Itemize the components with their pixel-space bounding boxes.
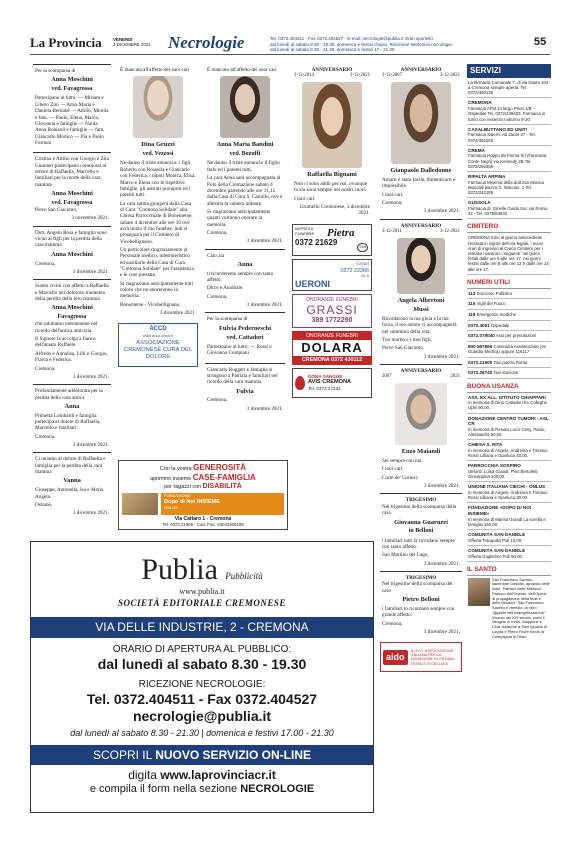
notice-text: i familiari lo ricordano sempre con grande affetto.: [382, 605, 455, 619]
generosita-ad: [118, 460, 288, 530]
column-2: [118, 64, 198, 370]
sidebar-item: [467, 125, 551, 146]
notice-intro: Ciao zia: [207, 252, 225, 259]
gen-big: GENEROSITÀ: [193, 463, 247, 472]
notice-text: Partecipano al lutto: — Rossi e Giovanna Compiani: [207, 343, 272, 357]
page-number: 55: [534, 36, 547, 48]
gen-bottom: [122, 493, 284, 515]
notice-place: Corte de' Cortesi,: [382, 474, 419, 481]
gen-fond2: Dopo di Noi INSIEME: [164, 498, 220, 505]
publia-sub: Pubblicità: [225, 571, 263, 581]
sidebar-section-title: BUONA USANZA: [467, 383, 551, 393]
online-line3-pre: e compila il form nella sezione: [89, 782, 238, 795]
deceased-name: Fulvia Pederneschi: [218, 324, 271, 332]
donation-heading: FONDAZIONE «DOPO DI NOI INSIEME»: [468, 505, 532, 517]
deceased-name: Raffaella Bignami: [307, 171, 357, 179]
anniversary-notice: [380, 219, 462, 364]
sidebar-section-title: NUMERI UTILI: [467, 279, 551, 289]
portrait-photo: [397, 238, 445, 294]
deceased-name: Anna Maria Bandini: [216, 141, 274, 149]
useful-number-value: 0372.4051: [468, 322, 490, 328]
notice-signature: I tuoi cari.: [294, 195, 316, 202]
notice-date: 3 dicembre 2021.: [72, 442, 109, 449]
anniversary-notice: [380, 364, 462, 493]
deceased-name: Angela Albertoni: [397, 296, 445, 304]
useful-number-label: Taxi stazione: [493, 370, 519, 376]
gen-photo: [122, 493, 158, 515]
portrait-photo: [395, 383, 447, 445]
dolara-tel: CREMONA 0372 430112: [293, 356, 371, 365]
publia-ad: [30, 541, 374, 813]
notice-place: Cremona,: [35, 433, 56, 440]
notice-date: 3 dicembre 2021.: [246, 405, 283, 412]
sidebar-item-text: Farmacia Salerni via Jacini 27 - Tel. 0374/362183: [468, 132, 536, 143]
notice-intro: È mancato all'affetto dei suoi cari: [207, 67, 277, 73]
anniversary-dates: [294, 73, 370, 79]
notice-place: Grumello Cremonese,: [299, 204, 346, 211]
sidebar-item-heading: RIPALTA ARPINA: [468, 174, 506, 180]
donation-text: Offerta Guglielmo Poli 50,00.: [468, 553, 524, 559]
notice-date: 3 dicembre 2021.: [72, 510, 109, 517]
notice-text: Giancarlo Ruggeri e famiglia si stringono a Patrizia e familiari nel ricordo della cara mamma: [207, 366, 278, 386]
notice-place: Cremona,: [207, 293, 228, 300]
notice-place: Cremona,: [382, 200, 403, 207]
publia-email[interactable]: necrologie@publia.it: [132, 708, 272, 725]
online-section: NECROLOGIE: [240, 782, 315, 795]
grassi-tel: 389 1772290: [311, 317, 353, 325]
portrait-photo: [302, 82, 362, 168]
notice-place: Ostiano,: [35, 501, 53, 508]
obituary-notice: [33, 452, 111, 520]
online-pre: SCOPRI IL: [92, 747, 152, 762]
notice-date: 3 dicembre 2021.: [246, 302, 283, 309]
obituary-notice: [205, 249, 285, 313]
gen-fond: FONDAZIONE: [164, 493, 191, 499]
useful-number: [467, 368, 551, 379]
notice-place: Cremona,: [207, 229, 228, 236]
gen-line2: aprimmo insieme: [150, 475, 192, 482]
trigesimo-heading: TRIGESIMO: [405, 497, 437, 504]
obituary-notice: [205, 312, 285, 362]
useful-number-value: 800 567866: [468, 343, 493, 349]
notice-intro: Per la scomparsa di: [35, 68, 76, 74]
trigesimo-heading: TRIGESIMO: [405, 575, 437, 581]
sidebar-item-text: Farmacia dr. Emelle Guida Soc via Roma, 32 - Tel. 0375/64033: [468, 206, 548, 217]
notice-signature: Dirce e Annibale.: [207, 285, 244, 292]
online-site-link[interactable]: www.laprovinciacr.it: [160, 768, 276, 783]
notice-signature: Tuo marito e i tuoi figli.: [382, 337, 432, 344]
publia-rec-title: RICEZIONE NECROLOGIE:: [138, 679, 266, 691]
sidebar-item-text: Farmacia AFM 14 largo Priori 1/B - Ospedale Tel. 0372/439483. Farmacia in turno con essenzo notturno 8-20: [468, 106, 546, 122]
ceruti-ueroni-ad: [292, 259, 372, 291]
grassi-ad: [292, 294, 372, 328]
sidebar-item-text: Farmacia Hoppo 88 Farma Srl (Farmacia Conte Negri) via Kennedy 2B Tel. 0373/256359: [468, 153, 547, 169]
gen-big2: CASE-FAMIGLIA: [192, 472, 256, 482]
deceased-name: Anna: [237, 260, 253, 268]
issue-day: VENERDÌ: [113, 37, 133, 42]
donation-item: [467, 503, 551, 530]
anniversary-date-start: 3-12-2014: [294, 73, 314, 79]
saint-image: [468, 578, 490, 606]
anniversary-date-start: 3-12-2007: [382, 73, 402, 79]
notice-date: 3 dicembre 2021.: [159, 310, 196, 317]
ueroni-name: UERONI: [295, 279, 331, 290]
useful-number-value: 118: [468, 311, 476, 317]
publia-online-banner: [31, 745, 373, 766]
donation-item: [467, 461, 551, 482]
notice-place: Bonemerse - Vicobellignano,: [120, 301, 181, 308]
notice-date: 3 dicembre 2021.: [246, 238, 283, 245]
online-line3: [31, 783, 373, 796]
anniversary-date-end: 3-12-2021: [440, 229, 460, 235]
useful-number-label: Soccorso Pubblico: [476, 290, 513, 296]
deceased-name: Pietro Belloni: [402, 596, 440, 604]
notice-signature: Giuseppe, Antonella, Isa e Maria Angela.: [35, 487, 104, 500]
obituary-notice: [33, 226, 111, 280]
notice-date: 3 novembre 2021.: [71, 215, 109, 222]
deceased-name-2: Mussi: [413, 306, 429, 313]
gen-onlus: ONLUS: [164, 504, 178, 510]
column-1: [33, 64, 111, 521]
sidebar-item-text: Farmacia Minerva della dott.ssa Monica Maccalli piazza G. Marconi, 1 Tel. 0373/242189: [468, 179, 544, 196]
notice-place: San Martino del Lago,: [382, 552, 429, 559]
notice-text: ti ricorderemo sempre con tanto affetto.: [207, 270, 274, 284]
deceased-name: Gianpaolo Dalledonne: [390, 167, 452, 175]
avis-top: DONA SANGUE: [308, 373, 343, 379]
useful-number-label: Asst per prenotazioni: [495, 333, 537, 339]
notice-date: 3 dicembre 2021.: [423, 353, 460, 360]
sidebar-section-title: CIMITERO: [467, 223, 551, 233]
dolara-ad: [292, 331, 372, 365]
header-info-line: Tel. 0372.404511 - Fax 0372.404527 - E-mail: necrologie@publia.it Orari sportello:: [270, 36, 435, 41]
donation-text: Offerta Tranquilla Poli 10,00.: [468, 537, 523, 543]
notice-date: 3 dicembre 2021.: [72, 268, 109, 275]
pietra-top: IMPRESA: [295, 225, 314, 231]
deceased-name-2: ved. Favagrossa: [51, 199, 93, 206]
useful-number: [467, 358, 551, 369]
anniversary-heading: ANNIVERSARIO: [311, 67, 353, 73]
useful-number-value: 113: [468, 290, 476, 296]
anniversary-dates: [382, 229, 460, 235]
deceased-name: Anna: [64, 402, 80, 410]
page-header: [30, 33, 550, 55]
gen-line1: Con la vostra: [159, 466, 192, 472]
gen-address: Via Cattaro 1 - Cremona: [174, 516, 232, 523]
useful-number-label: Taxi piazza Roma: [493, 359, 528, 365]
publia-address: VIA DELLE INDUSTRIE, 2 - CREMONA: [31, 617, 373, 638]
useful-number-label: Ospedale: [490, 322, 510, 328]
donation-text: Defunti: Luisa Grandi, Pino Bertoletti Giuseppina 100,00.: [468, 468, 538, 480]
sidebar-item: [467, 198, 551, 219]
donation-text: In memoria di Angelo, Andreina e Tomaso Rossi Lilliana e Gianluca 40,00.: [468, 447, 548, 459]
notice-intro: È mancata all'affetto dei suoi cari: [120, 67, 190, 73]
avis-ad: [292, 368, 372, 398]
useful-number-value: 0372.21500: [468, 359, 493, 365]
donation-heading: COMUNITÀ SAN DANIELE: [468, 532, 526, 538]
grassi-top: ONORANZE FUNEBRI: [306, 296, 358, 303]
obituary-notice: [33, 279, 111, 384]
accd-web: www.accd-onlus.it: [142, 333, 174, 338]
aido-logo: aido: [383, 650, 408, 665]
anniversary-heading: ANNIVERSARIO: [400, 67, 442, 73]
services-sidebar: [467, 64, 551, 642]
saint-text: San Francesco Saverio, sacerdote Gesuita, apostolo delle Indie. Patrono delle Missioni. Patrono dell'Oriente, dell'Opera di propagazione della fede e delle Missioni. San Francesco Saverio è ritenuto un vero "gigante dell'evangelizzazione". Vissuto nel XVI secolo, portò il Vangelo in India, Giappone e Cina. Assieme a Sant Ignazio di Loyola e Pietro Favre fondò la Compagnia di Gesù.: [492, 576, 550, 639]
notice-place: Pieve San Giacomo,: [35, 207, 78, 214]
sidebar-item-heading: GUSSOLA: [468, 200, 491, 206]
dolara-top: ONORANZE FUNEBRI: [293, 332, 371, 340]
trigesimo-notice: [380, 571, 462, 639]
aido-text: A.I.D.O. ASSOCIAZIONE ITALIANA PER LA DONAZIONE DI ORGANI, TESSUTI E CELLULE: [410, 648, 456, 666]
gen-fondazione-box: [161, 493, 284, 515]
useful-number: [467, 310, 551, 321]
notice-place: Cremona,: [382, 620, 403, 627]
notice-text: Sei sempre con noi.: [382, 458, 423, 465]
notice-text: Nel trigesimo della scomparsa della cara: [382, 503, 457, 517]
pietra-name: Pietra: [327, 226, 355, 239]
notice-text: Amarti è stato facile, dimenticarti è impossibile.: [382, 177, 456, 190]
notice-text: Profondamente addolorata per la perdita della cara amica: [35, 388, 103, 401]
sidebar-item: [467, 98, 551, 124]
publia-company: SOCIETÀ EDITORIALE CREMONESE: [118, 598, 286, 609]
dolara-name: DOLARA: [301, 339, 363, 355]
notice-signature: I tuoi cari.: [382, 191, 404, 198]
deceased-name: Anna Moschini: [51, 189, 93, 197]
gen-line1-row: [122, 463, 284, 473]
sidebar-item-heading: CASALBUTTANO ED UNITI: [468, 126, 527, 132]
donation-item: [467, 440, 551, 461]
section-title: Necrologie: [168, 33, 245, 52]
sidebar-item: [467, 172, 551, 198]
accd-logo: ACCD: [149, 326, 167, 333]
portrait-photo: [391, 82, 451, 164]
useful-number: [467, 342, 551, 358]
deceased-name: Giovanna Guarneri: [394, 518, 448, 526]
notice-date: 3 dicembre 2021.: [423, 628, 460, 635]
deceased-name: Enzo Maiandi: [401, 448, 441, 456]
notice-signature: I tuoi cari.: [382, 466, 404, 473]
notice-text: Partecipano al lutto: — Miriam e Libero Zini — Anna Maria e Daniela Bernabè — Attilio, Mirella e fam. — Paolo, Elena, Marco, Giovanna e famiglie — Naida, Anna Bonisoli e famiglie — fam. Giancarlo Monico — Pia e Paolo Fornoni: [35, 95, 109, 146]
notice-text: che salutiamo mestamente nel ricordo dell'antica amicizia.: [35, 321, 98, 334]
deceased-name-2: ved. Cattadori: [226, 334, 264, 341]
deceased-name: Fulvia: [236, 387, 254, 395]
avis-tel: Tel. 0372.27232: [308, 386, 341, 392]
notice-date: 3 dicembre 2021.: [346, 204, 370, 217]
sidebar-section-title: IL SANTO: [467, 566, 551, 576]
portrait-photo: [220, 76, 270, 138]
notice-text: Nel trigesimo della scomparsa del caro: [382, 581, 453, 594]
online-big: NUOVO SERVIZIO ON-LINE: [155, 747, 312, 762]
anniversary-date-end: 3-12-2021: [440, 73, 460, 79]
anniversary-date-start: 2007: [382, 374, 392, 380]
aido-ad: [380, 642, 462, 672]
column-4: [292, 64, 372, 401]
notice-date: 3 dicembre 2021.: [72, 373, 109, 380]
deceased-name: Dina Gruzzi: [141, 141, 175, 149]
useful-number-value: 0372.079040: [468, 333, 495, 339]
notice-text: Ne danno il triste annuncio: i figli Roberto con Rossella e Giancarlo con Federica, i nipoti Monica, Elisa, Marco e Elena con le rispettive famiglie, gli adorati pronipoti ed i parenti tutti.: [120, 160, 196, 199]
notice-signature: Alfredo e Annalisa, Lilli e Giorgio, Flavia e Federica.: [35, 350, 108, 364]
notice-date: 3 dicembre 2021.: [423, 483, 460, 490]
useful-number: [467, 289, 551, 300]
anniversary-notice: [292, 64, 372, 221]
gen-line3-row: [122, 483, 284, 492]
useful-number-label: Vigili del Fuoco: [476, 301, 506, 307]
online-line2: [31, 768, 373, 783]
publia-hours: dal lunedì al sabato 8.30 - 19.30: [97, 656, 307, 673]
donation-text: In memoria di Renato Locci Cesy, Paolo, Alessandra 50,00.: [468, 426, 546, 438]
issue-date-text: 3 DICEMBRE 2021: [113, 42, 151, 48]
donation-heading: ASS. EX ALL. ISTITUTO CHIAPPARI: [468, 394, 546, 400]
notice-date: 3 dicembre 2021.: [423, 208, 460, 215]
obituary-notice: [205, 64, 285, 249]
publia-rec-hours: dal lunedì al sabato 8.30 - 21.30 | domenica e festivi 17.00 - 21.30: [70, 727, 334, 738]
ceruti-24h: 24 h: [361, 273, 369, 279]
useful-number-label: Emergenze mediche: [476, 311, 517, 317]
useful-number: [467, 331, 551, 342]
obituary-notice: [33, 152, 111, 226]
notice-text: Cristina e Attilio con Giorgio e Zita Guarneri partecipano commossi al dolore di Raffaella, Marcello e familiari per la morte della cara mamma: [35, 156, 109, 188]
issue-date: [113, 37, 151, 47]
notice-place: Cremona,: [35, 260, 56, 267]
obituary-notice: [33, 384, 111, 452]
grassi-name: GRASSI: [306, 302, 358, 317]
publia-phones: Tel. 0372.404511 - Fax 0372.404527: [86, 691, 318, 708]
pietra-top2: FUNEBRE: [295, 230, 315, 236]
anniversary-heading: ANNIVERSARIO: [400, 368, 442, 375]
notice-place: Pieve San Giacomo,: [382, 345, 425, 352]
donation-text: In memoria di Dino Cattadori Ex Colleghe Uptri 90,00.: [468, 400, 548, 411]
header-contact-info: [270, 36, 528, 53]
useful-number-value: 0372.26740: [468, 370, 493, 376]
donation-heading: UNIONE ITALIANA CIECHI - ONLUS: [468, 484, 546, 490]
obituary-notice: [205, 363, 285, 417]
donation-item: [467, 482, 551, 503]
gen-tel: Tel. 0372.21906 - Cod. Fisc. 93043300199: [162, 522, 244, 528]
notice-text: Primetta Lombardi e famiglia partecipa al dolore di Raffaella, Marcello e familiari.: [35, 412, 101, 432]
sidebar-item-heading: CREMA: [468, 147, 485, 153]
deceased-name: Anna Moschini: [51, 76, 93, 84]
donation-text: In memoria di Marisa Grandi La sorella e famiglia 150,00.: [468, 516, 546, 527]
anniversary-dates: [382, 374, 460, 380]
notice-text: Ne danno il triste annuncio il figlio Italo ed i parenti tutti.: [207, 160, 280, 173]
avis-text: [308, 374, 351, 392]
avis-drop-icon: [295, 376, 305, 390]
gen-line3: per ragazzi con: [164, 483, 202, 490]
sidebar-item: La farmacia Comunale 7, di via Dante 104 a Cremona sempre aperta. Tel. 0372/460135: [467, 78, 551, 99]
header-info-line: dal lunedì al sabato 8.30 - 19.30; domenica e festivi chiuso. Ricezione telefonica necrologie:: [270, 41, 454, 47]
anniversary-date-end: 3-12-2021: [350, 73, 370, 79]
anniversary-date-end: 2021: [450, 374, 460, 380]
notice-text: Siamo vicini con affetto a Raffaella e Marcello nel doloroso momento della perdita della loro mamma: [35, 283, 109, 302]
notice-text: Un particolare ringraziamento al Personale medico, infermieristico ed ausiliario della Casa di Cura "Cremona Solidale" per l'assistenza e le cure prestate.: [120, 246, 194, 279]
donation-heading: PARROCCHIA SOSPIRO: [468, 463, 521, 469]
column-3: [205, 64, 285, 416]
donation-item: [467, 546, 551, 562]
header-info-line: dal lunedì al sabato 8.30 - 21.30, domenica e festivi 17 - 21.30: [270, 47, 395, 53]
saint-of-day: [467, 576, 551, 642]
sidebar-item: [467, 146, 551, 172]
notice-text: i familiari tutti la ricordano sempre con tanto affetto.: [382, 537, 455, 550]
pietra-tel: 0372 21629: [295, 238, 338, 248]
useful-number-label: Continuità Assistenziale (ex Guardia Medica) oppure 116117: [468, 343, 547, 355]
deceased-name: Vanna: [63, 477, 81, 485]
deceased-name-2: ved. Favagrossa: [51, 86, 93, 93]
notice-text: Il Signore la accolga a fianco dell'amato Raffaele.: [35, 336, 96, 349]
notice-text: Dott. Angelo Rosa e famiglia sono vicini ai figli per la perdita della cara mamma: [35, 229, 107, 249]
avis-name: AVIS CREMONA: [308, 379, 352, 386]
donation-item: [467, 530, 551, 546]
anniversary-dates: [382, 73, 460, 79]
notice-text: La cara salma giungerà dalla Casa di Cura "Cremona Solidale" alla Chiesa Parrocchiale di Bonemerse, sabato 4 dicembre alle ore 10 ove avrà inizio il rito funebre, indi si proseguirà per il Cimitero di Vicobellignano.: [120, 200, 193, 245]
donation-heading: DONAZIONE CENTRO TUMORI - ASL CR: [468, 415, 549, 427]
anniversary-notice: [380, 64, 462, 219]
notice-text: Si ringraziano anticipatamente tutti coloro che ne onoreranno la memoria.: [120, 280, 194, 300]
deceased-name: Anna Moschini: [51, 250, 93, 258]
notice-text: Non ci sono addii per noi, ovunque tu sia sarai sempre nei nostri cuori.: [294, 181, 368, 194]
obituary-notice: [33, 64, 111, 152]
donation-text: In memoria di Angelo, Andreina e Tomaso Rossi Lilliana e Gianluca 30,00.: [468, 489, 548, 501]
deceased-name-2: Favagrossa: [57, 314, 87, 321]
anniversary-heading: ANNIVERSARIO: [400, 222, 442, 229]
masthead-brand: La Provincia: [30, 35, 102, 50]
deceased-name-2: ved. Vezzosi: [142, 151, 174, 158]
portrait-photo: [133, 76, 183, 138]
donation-item: [467, 393, 551, 414]
notice-place-date: [294, 204, 370, 217]
useful-number: [467, 299, 551, 310]
pietra-24h: 24h: [357, 243, 368, 252]
publia-logo-area: [31, 542, 373, 609]
notice-place: Cremona,: [207, 397, 228, 404]
trigesimo-notice: [380, 493, 462, 571]
accd-title: ASSOCIAZIONE CREMONESE CURA DEL DOLORE: [124, 340, 192, 360]
deceased-name: Anna Moschini: [51, 304, 93, 312]
gen-big3: DISABILITÀ: [202, 482, 242, 490]
publia-web: www.publia.it: [179, 586, 225, 596]
ceruti-name: Ceruti: [356, 261, 369, 267]
publia-hours-title: ORARIO DI APERTURA AL PUBBLICO:: [112, 643, 292, 655]
notice-text: Ci uniamo al dolore di Raffaella e famiglia per la perdita della cara mamma: [35, 456, 106, 476]
useful-number-value: 115: [468, 301, 476, 307]
gen-line2-row: [122, 473, 284, 483]
anniversary-date-start: 3-12-2011: [382, 229, 402, 235]
publia-logo: Publia: [141, 553, 218, 586]
notice-date: 3 dicembre 2021.: [423, 560, 460, 567]
obituary-notice: [118, 64, 198, 320]
online-line2-pre: digita: [128, 768, 157, 783]
deceased-name-2: in Belloni: [408, 528, 434, 535]
column-5: [380, 64, 462, 675]
notice-text: Si ringraziano anticipatamente quanti vorranno onorare la memoria.: [207, 208, 271, 228]
accd-ad: [118, 323, 198, 367]
donation-heading: COMUNITÀ SAN DANIELE: [468, 547, 526, 553]
notice-text: Ricordarono la tua gioia e la tua forza, il tuo amore ci accompagnerà nel cammino della vita.: [382, 316, 457, 335]
useful-number: [467, 321, 551, 332]
donation-heading: CHIESA S. RITA: [468, 442, 503, 448]
pietra-ad: [292, 224, 372, 256]
notice-place: Cremona,: [35, 365, 56, 372]
notice-intro: Per la scomparsa di: [207, 316, 248, 323]
sidebar-item-heading: CREMONA: [468, 100, 492, 106]
sidebar-item: CREMONA Sino al giorno antecedente l'entrata in vigore dell'ora legale, i nuovi orari di ingresso al Civico Cimitero per i visitatori saranno i seguenti: nei giorni feriali dalle ore 8 alle ore 17, nei giorni festivi dalle ore 8 alle ore 12 e dalle ore 14 alle ore 17.: [467, 233, 551, 275]
deceased-name-2: ved. Bozuffi: [229, 151, 261, 158]
ceruti-tel: 0372 22366: [340, 267, 369, 274]
donation-item: [467, 414, 551, 441]
sidebar-title: SERVIZI: [467, 64, 551, 78]
notice-text: La cara Anna sarà accompagnata al Polo della Cremazione sabato 4 dicembre partendo alle ore 11,15 dalla Casa di Cura S. Camillo, ove è allestita la camera ardente.: [207, 175, 283, 207]
